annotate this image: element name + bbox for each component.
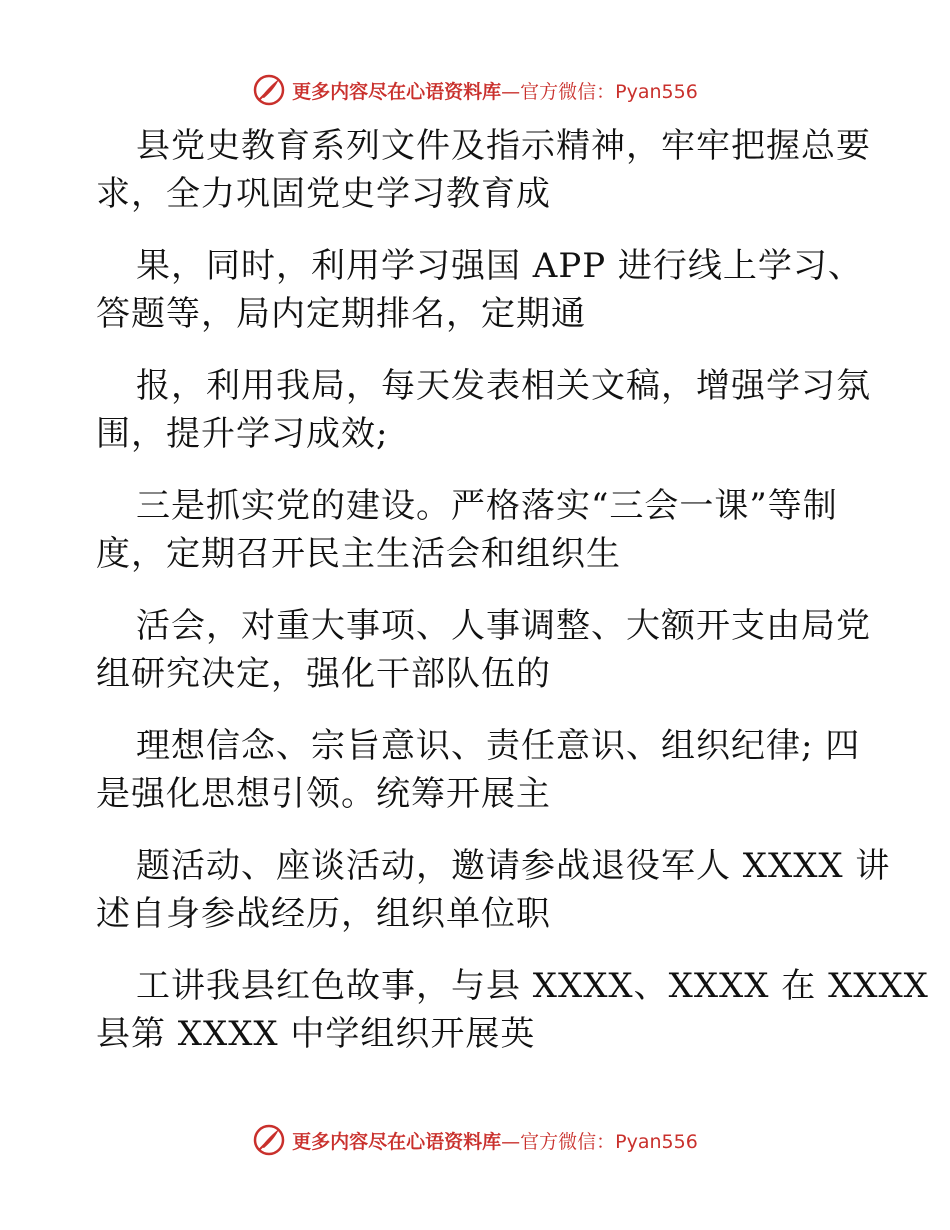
watermark-site: 更多内容尽在心语资料库 [292,80,502,103]
body-line: 活会，对重大事项、人事调整、大额开支由局党 [136,606,871,646]
document-body [96,122,929,1058]
body-line: 围，提升学习成效; [96,414,389,454]
body-line: 果，同时，利用学习强国 APP 进行线上学习、 [136,246,863,286]
body-line: 题活动、座谈活动，邀请参战退役军人 XXXX 讲 [136,846,891,886]
body-line: 工讲我县红色故事，与县 XXXX、XXXX 在 XXXX [136,966,929,1006]
watermark-separator: — [501,1130,521,1153]
watermark-contact: 官方微信：Pyan556 [520,1130,698,1153]
watermark-text [292,1127,698,1154]
body-line: 度，定期召开民主生活会和组织生 [96,534,621,574]
body-line: 县第 XXXX 中学组织开展英 [96,1014,536,1054]
body-line: 答题等，局内定期排名，定期通 [96,294,586,334]
quill-seal-icon [252,1123,286,1157]
body-line: 组研究决定，强化干部队伍的 [96,654,551,694]
body-line: 县党史教育系列文件及指示精神，牢牢把握总要 [136,126,871,166]
header-watermark [0,70,950,110]
body-line: 求，全力巩固党史学习教育成 [96,174,551,214]
quill-seal-icon [252,73,286,107]
watermark-separator: — [501,80,521,103]
watermark-site: 更多内容尽在心语资料库 [292,1130,502,1153]
footer-watermark [0,1120,950,1160]
body-line: 理想信念、宗旨意识、责任意识、组织纪律; 四 [136,726,861,766]
body-line: 三是抓实党的建设。严格落实“三会一课”等制 [136,486,838,526]
body-line: 是强化思想引领。统筹开展主 [96,774,551,814]
body-line: 报，利用我局，每天发表相关文稿，增强学习氛 [136,366,871,406]
watermark-contact: 官方微信：Pyan556 [520,80,698,103]
watermark-text [292,77,698,104]
body-line: 述自身参战经历，组织单位职 [96,894,551,934]
